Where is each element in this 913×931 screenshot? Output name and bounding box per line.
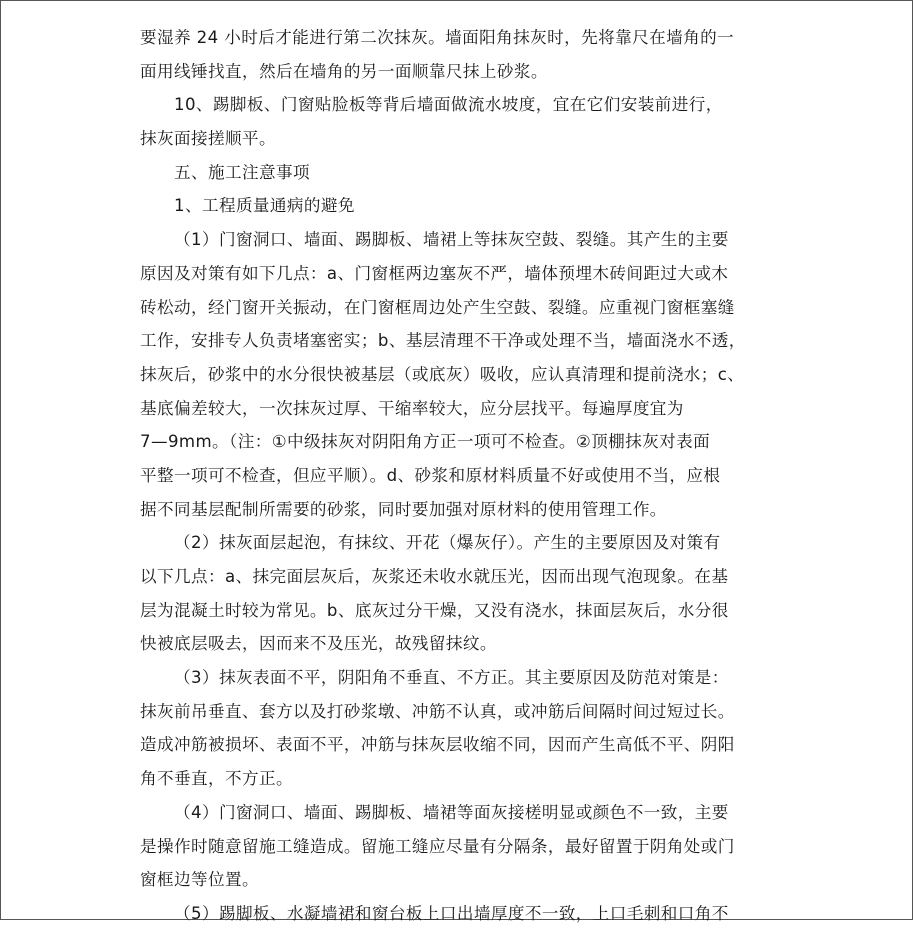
text-line: 砖松动，经门窗开关振动，在门窗框周边处产生空鼓、裂缝。应重视门窗框塞缝 [140,297,735,317]
subsection-heading: 1、工程质量通病的避免 [174,196,355,216]
text-line: 层为混凝土时较为常见。b、底灰过分干燥，又没有浇水，抹面层灰后，水分很 [140,600,729,620]
text-line: 工作，安排专人负责堵塞密实；b、基层清理不干净或处理不当，墙面浇水不透， [140,331,746,351]
text-line: 以下几点：a、抹完面层灰后，灰浆还未收水就压光，因而出现气泡现象。在基 [140,567,729,586]
text-line: 角不垂直，不方正。 [140,769,293,789]
list-item-heading: 10、踢脚板、门窗贴脸板等背后墙面做流水坡度，宜在它们安装前进行， [174,95,723,115]
paragraph-start: （1）门窗洞口、墙面、踢脚板、墙裙上等抹灰空鼓、裂缝。其产生的主要 [174,230,729,250]
paragraph-start: （5）踢脚板、水凝墙裙和窗台板上口出墙厚度不一致，上口毛刺和口角不 [174,903,729,923]
text-line: 7—9mm。（注：①中级抹灰对阴阳角方正一项可不检查。②顶棚抹灰对表面 [140,432,711,452]
paragraph-start: （2）抹灰面层起泡，有抹纹、开花（爆灰仔）。产生的主要原因及对策有 [174,533,721,553]
text-line: 原因及对策有如下几点：a、门窗框两边塞灰不严，墙体预埋木砖间距过大或木 [140,263,729,283]
section-heading: 五、施工注意事项 [174,162,310,182]
text-line: 抹灰面接搓顺平。 [140,129,276,149]
text-line: 平整一项可不检查，但应平顺）。d、砂浆和原材料质量不好或使用不当，应根 [140,465,721,485]
paragraph-start: （3）抹灰表面不平，阴阳角不垂直、不方正。其主要原因及防范对策是： [174,668,729,688]
text-line: 据不同基层配制所需要的砂浆，同时要加强对原材料的使用管理工作。 [140,499,667,519]
text-line: 是操作时随意留施工缝造成。留施工缝应尽量有分隔条，最好留置于阴角处或门 [140,836,735,856]
paragraph-start: （4）门窗洞口、墙面、踢脚板、墙裙等面灰接槎明显或颜色不一致，主要 [174,802,729,822]
text-line: 基底偏差较大，一次抹灰过厚、干缩率较大，应分层找平。每遍厚度宜为 [140,398,684,418]
text-line: 面用线锤找直，然后在墙角的另一面顺靠尺抹上砂浆。 [140,61,548,81]
text-line: 抹灰前吊垂直、套方以及打砂浆墩、冲筋不认真，或冲筋后间隔时间过短过长。 [140,701,735,721]
text-line: 快被底层吸去，因而来不及压光，故残留抹纹。 [140,634,497,654]
text-line: 窗框边等位置。 [140,870,259,890]
text-line: 抹灰后，砂浆中的水分很快被基层（或底灰）吸收，应认真清理和提前浇水；c、 [140,364,745,384]
text-line: 造成冲筋被损坏、表面不平，冲筋与抹灰层收缩不同，因而产生高低不平、阴阳 [140,735,735,755]
document-body [140,21,780,931]
text-line: 要湿养 24 小时后才能进行第二次抹灰。墙面阳角抹灰时，先将靠尺在墙角的一 [140,28,735,47]
